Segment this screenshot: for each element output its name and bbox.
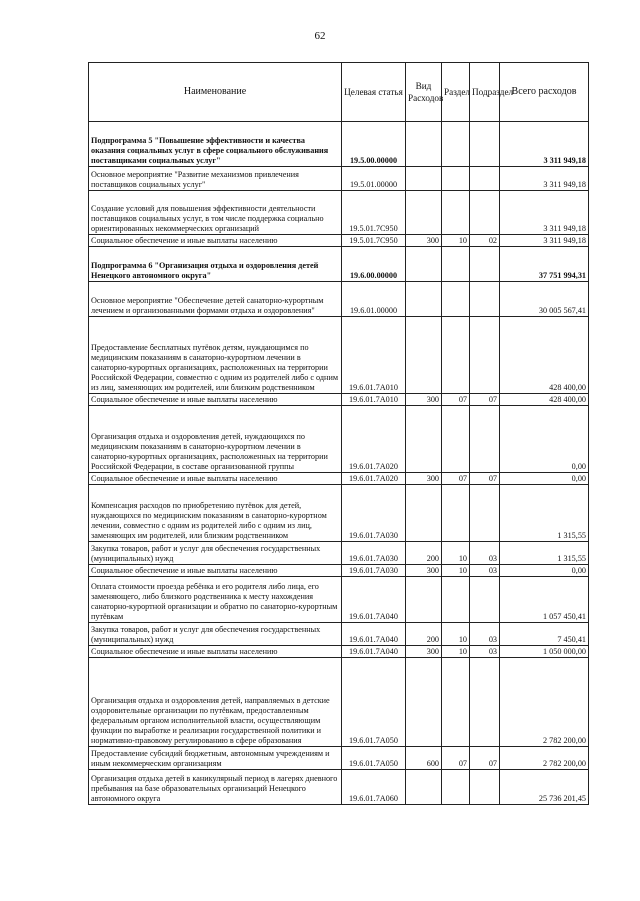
row-total: 1 315,55 xyxy=(500,485,589,542)
row-subsection: 03 xyxy=(470,623,500,646)
row-total: 1 050 000,00 xyxy=(500,646,589,658)
header-subsection: Подраздел xyxy=(470,63,500,122)
row-subsection xyxy=(470,122,500,167)
row-expense-type xyxy=(406,485,442,542)
row-name: Оплата стоимости проезда ребёнка и его родителя либо лица, его заменяющего, либо близкого родственника к месту нахождения санаторно-курортной организации и обратно по санаторно-курортным путёвкам xyxy=(89,577,342,623)
row-target-article: 19.6.01.7А030 xyxy=(342,565,406,577)
row-total: 0,00 xyxy=(500,565,589,577)
row-name: Предоставление субсидий бюджетным, автономным учреждениям и иным некоммерческим организациям xyxy=(89,747,342,770)
row-total: 3 311 949,18 xyxy=(500,235,589,247)
row-section xyxy=(442,122,470,167)
header-section: Раздел xyxy=(442,63,470,122)
row-subsection: 07 xyxy=(470,394,500,406)
row-target-article: 19.6.01.7А020 xyxy=(342,406,406,473)
row-target-article: 19.5.01.00000 xyxy=(342,167,406,191)
row-name: Социальное обеспечение и иные выплаты населению xyxy=(89,235,342,247)
header-expense-type: Вид Расходов xyxy=(406,63,442,122)
row-name: Организация отдыха и оздоровления детей, направляемых в детские оздоровительные организации по путёвкам, предоставленным федеральным органом исполнительной власти, осуществляющим функции по выработке и реализации государственной политики и нормативно-правовому регулированию в сфере образования xyxy=(89,658,342,747)
row-total: 1 315,55 xyxy=(500,542,589,565)
row-target-article: 19.6.01.7А050 xyxy=(342,658,406,747)
table-row xyxy=(89,770,589,805)
row-subsection xyxy=(470,282,500,317)
table-row xyxy=(89,473,589,485)
row-target-article: 19.5.01.7С950 xyxy=(342,235,406,247)
table-row xyxy=(89,394,589,406)
row-section xyxy=(442,167,470,191)
row-total: 25 736 201,45 xyxy=(500,770,589,805)
row-name: Компенсация расходов по приобретению путёвок для детей, нуждающихся по медицинским показаниям в санаторно-курортном лечении, совместно с одним из родителей либо с одним из лиц, заменяющих им родителей, или близким родственником xyxy=(89,485,342,542)
row-total: 3 311 949,18 xyxy=(500,167,589,191)
row-section xyxy=(442,317,470,394)
row-total: 3 311 949,18 xyxy=(500,191,589,235)
row-section xyxy=(442,485,470,542)
row-expense-type: 300 xyxy=(406,235,442,247)
row-section: 07 xyxy=(442,394,470,406)
table-row xyxy=(89,485,589,542)
table-row xyxy=(89,406,589,473)
row-name: Закупка товаров, работ и услуг для обеспечения государственных (муниципальных) нужд xyxy=(89,623,342,646)
table-row xyxy=(89,191,589,235)
row-expense-type xyxy=(406,770,442,805)
row-total: 0,00 xyxy=(500,406,589,473)
table-row xyxy=(89,122,589,167)
row-name: Организация отдыха и оздоровления детей, нуждающихся по медицинским показаниям в санаторно-курортном лечении в санаторно-курортных организациях, расположенных на территории Российской Федерации, в составе организованной группы xyxy=(89,406,342,473)
table-row xyxy=(89,565,589,577)
row-section xyxy=(442,658,470,747)
table-header-row xyxy=(89,63,589,122)
row-name: Создание условий для повышения эффективности деятельности поставщиков социальных услуг, в том числе поддержка социально ориентированных некоммерческих организаций xyxy=(89,191,342,235)
row-section: 10 xyxy=(442,235,470,247)
row-total: 37 751 994,31 xyxy=(500,247,589,282)
row-subsection xyxy=(470,167,500,191)
table-row xyxy=(89,658,589,747)
table-row xyxy=(89,247,589,282)
row-target-article: 19.5.00.00000 xyxy=(342,122,406,167)
row-subsection xyxy=(470,406,500,473)
row-subsection: 03 xyxy=(470,646,500,658)
row-total: 3 311 949,18 xyxy=(500,122,589,167)
row-subsection: 03 xyxy=(470,565,500,577)
row-expense-type xyxy=(406,167,442,191)
row-total: 30 005 567,41 xyxy=(500,282,589,317)
row-expense-type xyxy=(406,191,442,235)
row-expense-type xyxy=(406,122,442,167)
row-section xyxy=(442,406,470,473)
row-section xyxy=(442,770,470,805)
row-name: Подпрограмма 5 "Повышение эффективности и качества оказания социальных услуг в сфере социального обслуживания поставщиками социальных услуг" xyxy=(89,122,342,167)
row-target-article: 19.6.00.00000 xyxy=(342,247,406,282)
row-subsection: 07 xyxy=(470,473,500,485)
table-row xyxy=(89,317,589,394)
row-name: Социальное обеспечение и иные выплаты населению xyxy=(89,394,342,406)
row-name: Основное мероприятие "Обеспечение детей санаторно-курортным лечением и организованными формами отдыха и оздоровления" xyxy=(89,282,342,317)
row-total: 0,00 xyxy=(500,473,589,485)
row-expense-type xyxy=(406,247,442,282)
row-section: 10 xyxy=(442,623,470,646)
row-subsection xyxy=(470,191,500,235)
row-section xyxy=(442,247,470,282)
table-row xyxy=(89,542,589,565)
row-section xyxy=(442,282,470,317)
table-row xyxy=(89,646,589,658)
header-name: Наименование xyxy=(89,63,342,122)
row-subsection: 03 xyxy=(470,542,500,565)
row-expense-type: 300 xyxy=(406,473,442,485)
row-expense-type xyxy=(406,406,442,473)
row-name: Закупка товаров, работ и услуг для обеспечения государственных (муниципальных) нужд xyxy=(89,542,342,565)
page-number: 62 xyxy=(314,30,326,42)
row-expense-type: 300 xyxy=(406,646,442,658)
row-section: 10 xyxy=(442,646,470,658)
row-target-article: 19.6.01.7А030 xyxy=(342,542,406,565)
row-total: 1 057 450,41 xyxy=(500,577,589,623)
row-expense-type: 600 xyxy=(406,747,442,770)
row-subsection xyxy=(470,317,500,394)
header-total: Всего расходов xyxy=(500,63,589,122)
row-subsection xyxy=(470,577,500,623)
row-target-article: 19.6.01.7А060 xyxy=(342,770,406,805)
header-target: Целевая статья xyxy=(342,63,406,122)
table-row xyxy=(89,167,589,191)
table-body xyxy=(89,122,589,805)
table-row xyxy=(89,282,589,317)
row-subsection xyxy=(470,247,500,282)
row-target-article: 19.6.01.7А020 xyxy=(342,473,406,485)
row-section: 10 xyxy=(442,565,470,577)
row-section: 07 xyxy=(442,747,470,770)
row-target-article: 19.6.01.7А040 xyxy=(342,577,406,623)
table-row xyxy=(89,577,589,623)
row-name: Организация отдыха детей в каникулярный период в лагерях дневного пребывания на базе образовательных организаций Ненецкого автономного округа xyxy=(89,770,342,805)
row-target-article: 19.6.01.00000 xyxy=(342,282,406,317)
row-target-article: 19.6.01.7А010 xyxy=(342,394,406,406)
table-row xyxy=(89,747,589,770)
row-target-article: 19.5.01.7С950 xyxy=(342,191,406,235)
budget-table xyxy=(88,62,589,805)
table-row xyxy=(89,235,589,247)
row-subsection xyxy=(470,485,500,542)
row-expense-type xyxy=(406,658,442,747)
row-section xyxy=(442,577,470,623)
row-subsection: 07 xyxy=(470,747,500,770)
row-expense-type: 200 xyxy=(406,542,442,565)
row-expense-type xyxy=(406,282,442,317)
row-expense-type xyxy=(406,577,442,623)
row-name: Предоставление бесплатных путёвок детям, нуждающимся по медицинским показаниям в санаторно-курортном лечении в санаторно-курортных организациях, расположенных на территории Российской Федерации, совместно с одним из родителей либо с одним из лиц, заменяющих им родителей, или близким родственником xyxy=(89,317,342,394)
row-target-article: 19.6.01.7А010 xyxy=(342,317,406,394)
row-target-article: 19.6.01.7А040 xyxy=(342,646,406,658)
row-section: 10 xyxy=(442,542,470,565)
row-section xyxy=(442,191,470,235)
row-total: 2 782 200,00 xyxy=(500,658,589,747)
row-subsection: 02 xyxy=(470,235,500,247)
row-name: Основное мероприятие "Развитие механизмов привлечения поставщиков социальных услуг" xyxy=(89,167,342,191)
row-expense-type: 300 xyxy=(406,565,442,577)
row-subsection xyxy=(470,770,500,805)
row-expense-type xyxy=(406,317,442,394)
row-total: 428 400,00 xyxy=(500,394,589,406)
row-total: 2 782 200,00 xyxy=(500,747,589,770)
row-target-article: 19.6.01.7А050 xyxy=(342,747,406,770)
row-expense-type: 200 xyxy=(406,623,442,646)
row-name: Социальное обеспечение и иные выплаты населению xyxy=(89,473,342,485)
row-name: Подпрограмма 6 "Организация отдыха и оздоровления детей Ненецкого автономного округа" xyxy=(89,247,342,282)
row-target-article: 19.6.01.7А040 xyxy=(342,623,406,646)
row-target-article: 19.6.01.7А030 xyxy=(342,485,406,542)
row-name: Социальное обеспечение и иные выплаты населению xyxy=(89,565,342,577)
row-name: Социальное обеспечение и иные выплаты населению xyxy=(89,646,342,658)
row-subsection xyxy=(470,658,500,747)
row-total: 428 400,00 xyxy=(500,317,589,394)
row-expense-type: 300 xyxy=(406,394,442,406)
table-row xyxy=(89,623,589,646)
row-total: 7 450,41 xyxy=(500,623,589,646)
row-section: 07 xyxy=(442,473,470,485)
